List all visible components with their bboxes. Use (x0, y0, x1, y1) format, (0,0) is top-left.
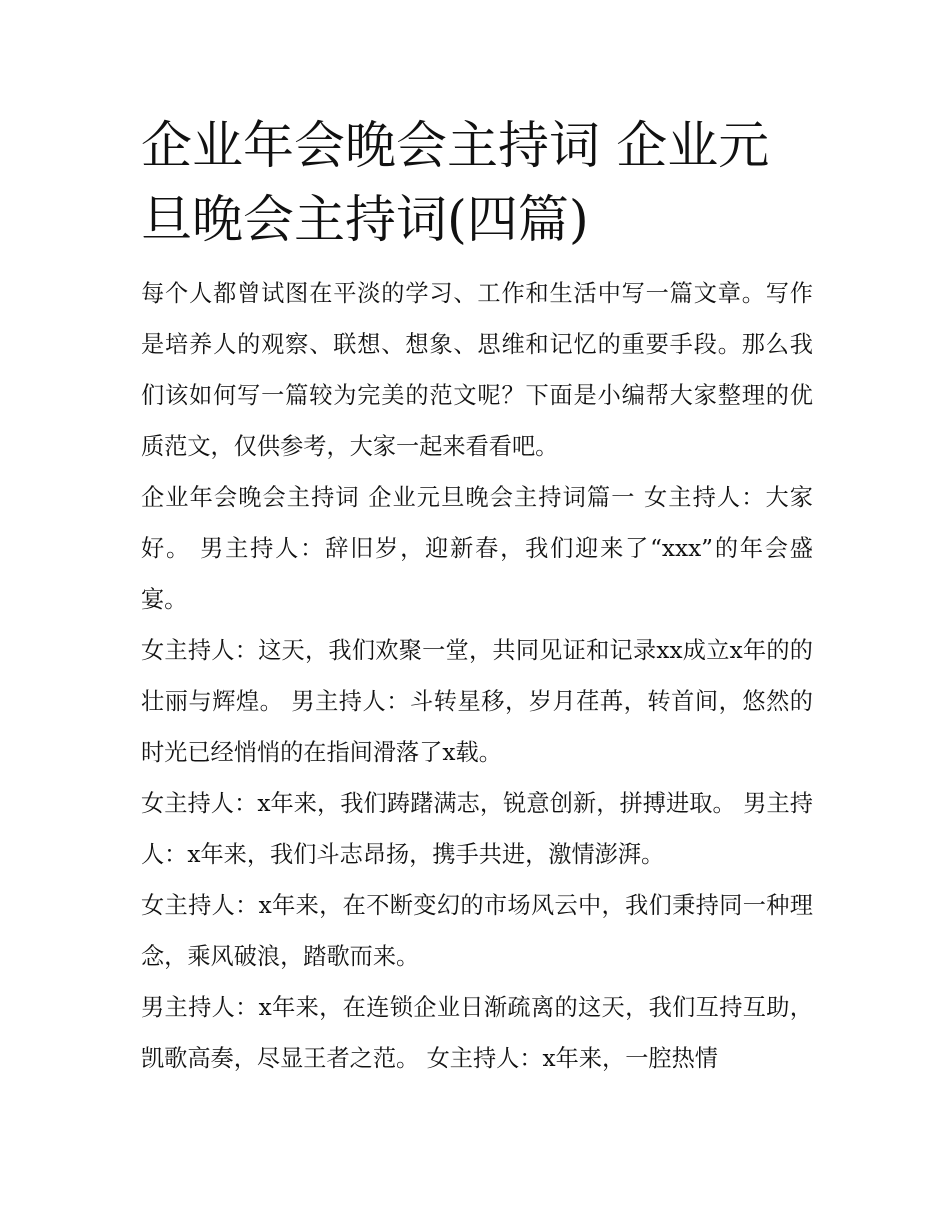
paragraph-dialogue: 女主持人：x年来，我们踌躇满志，锐意创新，拼搏进取。 男主持人：x年来，我们斗志昂扬，携手共进，激情澎湃。 (141, 790, 813, 868)
document-title: 企业年会晚会主持词 企业元旦晚会主持词(四篇) (141, 117, 770, 250)
paragraph-dialogue: 女主持人：x年来，在不断变幻的市场风云中，我们秉持同一种理念，乘风破浪，踏歌而来。 (141, 892, 813, 970)
paragraph-dialogue: 男主持人：x年来，在连锁企业日渐疏离的这天，我们互持互助，凯歌高奏，尽显王者之范。 女主持人：x年来，一腔热情 (141, 994, 813, 1072)
paragraph-dialogue: 女主持人：这天，我们欢聚一堂，共同见证和记录xx成立x年的的壮丽与辉煌。 男主持人：斗转星移，岁月荏苒，转首间，悠然的时光已经悄悄的在指间滑落了x载。 (141, 637, 813, 766)
document-body (141, 110, 813, 1084)
paragraph-intro: 每个人都曾试图在平淡的学习、工作和生活中写一篇文章。写作是培养人的观察、联想、想象、思维和记忆的重要手段。那么我们该如何写一篇较为完美的范文呢？下面是小编帮大家整理的优质范文，仅供参考，大家一起来看看吧。 (141, 280, 813, 460)
paragraph-opening: 企业年会晚会主持词 企业元旦晚会主持词篇一 女主持人：大家好。 男主持人：辞旧岁，迎新春，我们迎来了“xxx”的年会盛宴。 (141, 484, 813, 613)
